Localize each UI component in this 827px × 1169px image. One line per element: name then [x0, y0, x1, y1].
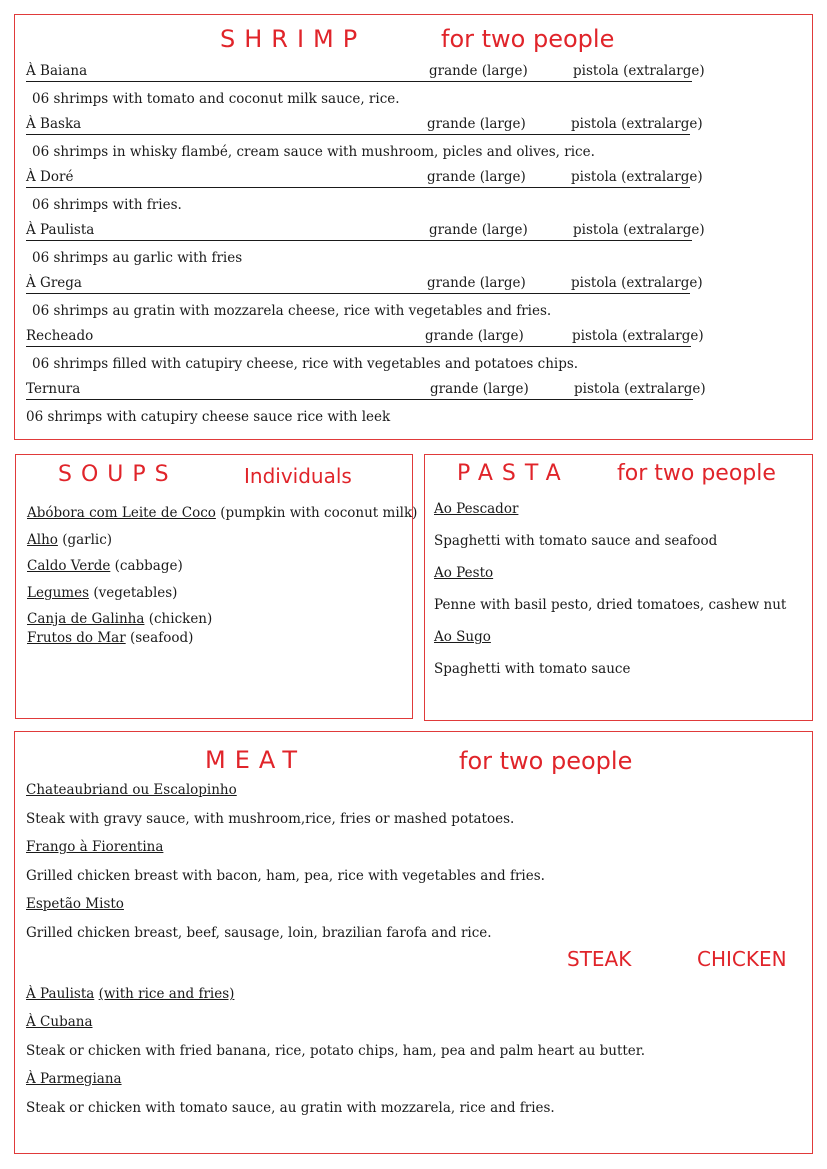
meat-item-2 [26, 988, 234, 1002]
shrimp-item-name: Recheado [26, 328, 94, 344]
shrimp-item-name: À Baiana [26, 63, 88, 79]
shrimp-item-name: À Paulista [26, 222, 95, 238]
soup-item-desc: (vegetables) [93, 585, 178, 601]
soup-item [27, 560, 183, 574]
shrimp-item-xl: pistola (extralarge) [573, 222, 705, 238]
shrimp-row-rule [26, 399, 693, 400]
pasta-item-desc: Penne with basil pesto, dried tomatoes, cashew nut [434, 597, 787, 613]
shrimp-row-rule [26, 187, 690, 188]
soups-subtitle: Individuals [244, 464, 352, 488]
shrimp-item-name: À Doré [26, 169, 74, 185]
pasta-section [424, 454, 813, 721]
shrimp-row-rule [26, 293, 690, 294]
pasta-item-desc: Spaghetti with tomato sauce [434, 661, 631, 677]
shrimp-item-desc: 06 shrimps filled with catupiry cheese, rice with vegetables and potatoes chips. [32, 356, 579, 372]
soup-item [27, 587, 177, 601]
shrimp-item-large: grande (large) [427, 169, 526, 185]
shrimp-item-name: Ternura [26, 381, 81, 397]
soup-item-desc: (pumpkin with coconut milk) [220, 505, 418, 521]
shrimp-item-large: grande (large) [425, 328, 524, 344]
shrimp-item-name: À Baska [26, 116, 82, 132]
shrimp-item-large: grande (large) [429, 222, 528, 238]
soup-item [27, 507, 417, 521]
meat-item-desc: Steak or chicken with fried banana, rice, potato chips, ham, pea and palm heart au butter. [26, 1043, 646, 1059]
shrimp-item-desc: 06 shrimps with fries. [32, 197, 182, 213]
soup-item-desc: (cabbage) [114, 558, 183, 574]
pasta-title: PASTA [457, 461, 570, 486]
shrimp-item-xl: pistola (extralarge) [573, 63, 705, 79]
pasta-subtitle: for two people [617, 461, 776, 486]
shrimp-subtitle: for two people [441, 25, 615, 53]
meat-title: MEAT [205, 746, 307, 774]
soup-item-desc: (seafood) [129, 630, 194, 646]
meat-item-name: Espetão Misto [26, 896, 124, 912]
shrimp-item-desc: 06 shrimps with tomato and coconut milk sauce, rice. [32, 91, 400, 107]
meat-item-name: À Cubana [26, 1014, 93, 1030]
soup-item-name: Frutos do Mar [27, 630, 126, 646]
shrimp-item-xl: pistola (extralarge) [571, 275, 703, 291]
shrimp-item-desc: 06 shrimps with catupiry cheese sauce rice with leek [26, 409, 391, 425]
shrimp-row-rule [26, 134, 690, 135]
meat-subtitle: for two people [459, 747, 633, 775]
meat-item-name: À Paulista [26, 986, 95, 1002]
shrimp-item-large: grande (large) [427, 275, 526, 291]
shrimp-section [14, 14, 813, 440]
shrimp-row-rule [26, 81, 692, 82]
soup-item-name: Abóbora com Leite de Coco [27, 505, 216, 521]
shrimp-row-rule [26, 240, 692, 241]
shrimp-title: SHRIMP [220, 25, 367, 53]
shrimp-item-xl: pistola (extralarge) [571, 169, 703, 185]
soup-item-name: Caldo Verde [27, 558, 111, 574]
meat-item-desc: Steak with gravy sauce, with mushroom,rice, fries or mashed potatoes. [26, 811, 515, 827]
shrimp-item-xl: pistola (extralarge) [572, 328, 704, 344]
shrimp-item-large: grande (large) [427, 116, 526, 132]
meat-item-name: Chateaubriand ou Escalopinho [26, 782, 237, 798]
meat-item-note: (with rice and fries) [98, 986, 235, 1002]
meat-item-desc: Grilled chicken breast, beef, sausage, loin, brazilian farofa and rice. [26, 925, 492, 941]
shrimp-item-large: grande (large) [430, 381, 529, 397]
shrimp-item-xl: pistola (extralarge) [574, 381, 706, 397]
meat-section [14, 731, 813, 1154]
soups-title: SOUPS [58, 462, 178, 487]
meat-steak-header: STEAK [567, 947, 632, 971]
shrimp-item-desc: 06 shrimps au garlic with fries [32, 250, 243, 266]
pasta-item-desc: Spaghetti with tomato sauce and seafood [434, 533, 718, 549]
meat-item-desc: Grilled chicken breast with bacon, ham, pea, rice with vegetables and fries. [26, 868, 545, 884]
meat-item-name: À Parmegiana [26, 1071, 122, 1087]
soups-section [15, 454, 418, 719]
soup-item-desc: (chicken) [148, 611, 213, 627]
soup-item-name: Alho [27, 532, 58, 548]
shrimp-item-large: grande (large) [429, 63, 528, 79]
shrimp-item-desc: 06 shrimps in whisky flambé, cream sauce with mushroom, picles and olives, rice. [32, 144, 595, 160]
pasta-item-name: Ao Pescador [434, 501, 519, 517]
shrimp-item-name: À Grega [26, 275, 82, 291]
meat-item-desc: Steak or chicken with tomato sauce, au gratin with mozzarela, rice and fries. [26, 1100, 555, 1116]
pasta-item-name: Ao Pesto [434, 565, 494, 581]
soup-item [27, 632, 193, 646]
soup-item-name: Canja de Galinha [27, 611, 145, 627]
shrimp-item-desc: 06 shrimps au gratin with mozzarela cheese, rice with vegetables and fries. [32, 303, 552, 319]
soup-item [27, 534, 112, 548]
soup-item-desc: (garlic) [62, 532, 113, 548]
shrimp-item-xl: pistola (extralarge) [571, 116, 703, 132]
soup-item [27, 613, 212, 627]
shrimp-row-rule [26, 346, 691, 347]
meat-chicken-header: CHICKEN [697, 947, 787, 971]
soup-item-name: Legumes [27, 585, 90, 601]
meat-item-name: Frango à Fiorentina [26, 839, 164, 855]
pasta-item-name: Ao Sugo [434, 629, 491, 645]
